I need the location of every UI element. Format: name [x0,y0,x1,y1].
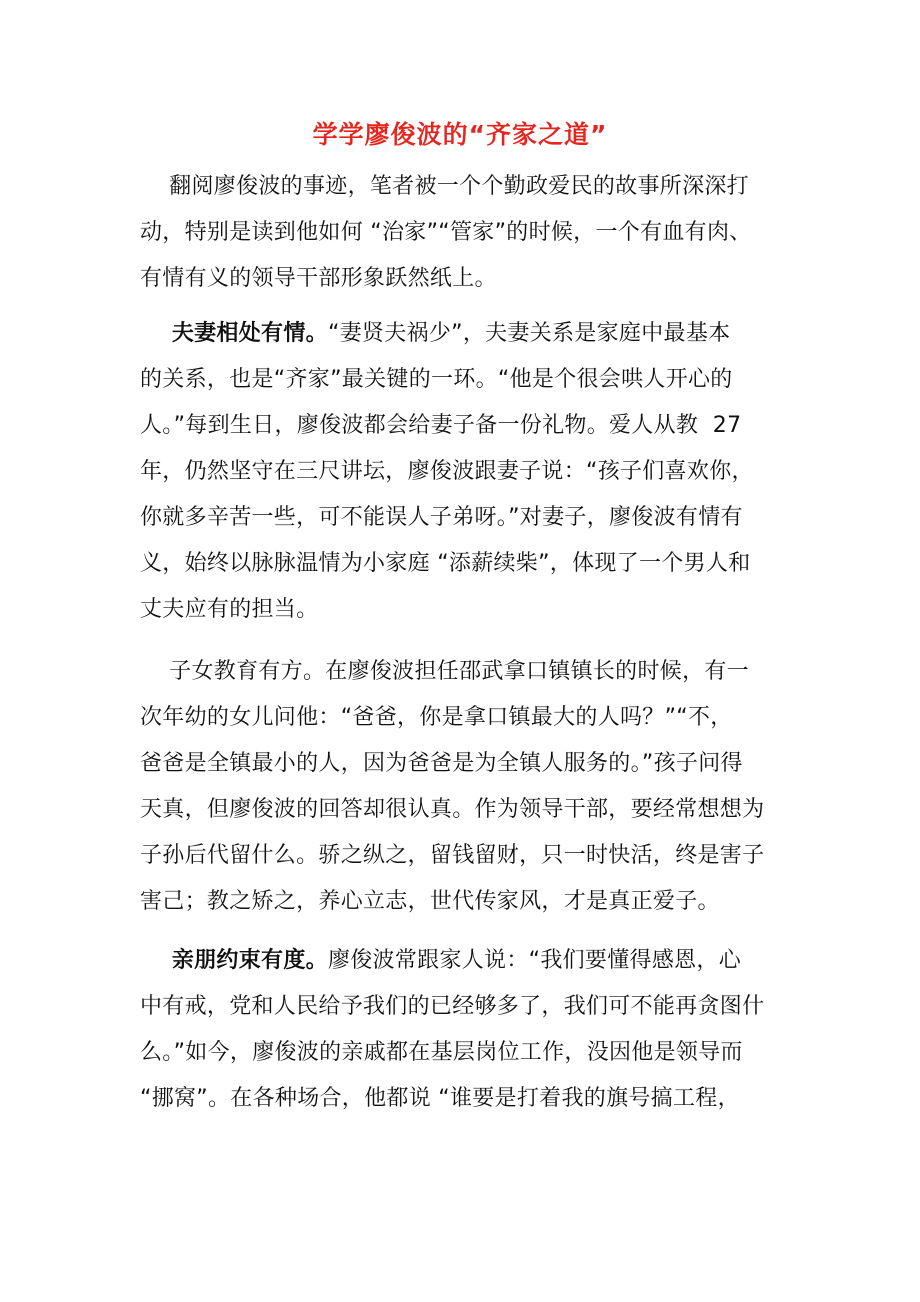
text-line: 的关系，也是“齐家”最关键的一环。“他是个很会哄人开心的 [140,367,733,392]
article-title: 学学廖俊波的“齐家之道” [312,120,608,149]
text-run: 廖俊波常跟家人说：“我们要懂得感恩，心 [327,948,742,973]
paragraph-spouse [140,311,800,633]
text-line: 义，始终以脉脉温情为小家庭 “添薪续柴”，体现了一个男人和 [140,551,751,576]
text-line: 有情有义的领导干部形象跃然纸上。 [140,266,497,291]
paragraph-relatives [140,938,800,1122]
text-line: 爸爸是全镇最小的人，因为爸爸是为全镇人服务的。”孩子问得 [140,751,743,776]
text-line: 动，特别是读到他如何 “治家”“管家”的时候，一个有血有肉、 [140,220,752,245]
text-run: “妻贤夫祸少”，夫妻关系是家庭中最基本 [327,321,731,346]
text-line: “挪窝”。在各种场合，他都说 “谁要是打着我的旗号搞工程， [140,1086,740,1111]
text-line: 天真，但廖俊波的回答却很认真。作为领导干部，要经常想想为 [140,797,765,822]
text-line: 人。”每到生日，廖俊波都会给妻子备一份礼物。爱人从教 27 [140,413,742,438]
text-line: 么。”如今，廖俊波的亲戚都在基层岗位工作，没因他是领导而 [140,1040,743,1065]
text-line: 害己；教之矫之，养心立志，世代传家风，才是真正爱子。 [140,889,720,914]
paragraph-children [140,649,800,925]
text-line: 丈夫应有的担当。 [140,597,319,622]
text-line [140,938,800,984]
text-line: 子女教育有方。在廖俊波担任邵武拿口镇镇长的时候，有一 [140,659,749,684]
text-line: 次年幼的女儿问他：“爸爸，你是拿口镇最大的人吗？”“不， [140,705,733,730]
text-line: 中有戒，党和人民给予我们的已经够多了，我们可不能再贪图什 [140,994,765,1019]
text-line [140,311,800,357]
text-line: 子孙后代留什么。骄之纵之，留钱留财，只一时快活，终是害子 [140,843,765,868]
text-line: 年，仍然坚守在三尺讲坛，廖俊波跟妻子说：“孩子们喜欢你， [140,459,754,484]
paragraph-intro [140,164,800,302]
text-line: 你就多辛苦一些，可不能误人子弟呀。”对妻子，廖俊波有情有 [140,505,743,530]
text-line: 翻阅廖俊波的事迹，笔者被一个个勤政爱民的故事所深深打 [140,174,749,199]
section-heading: 夫妻相处有情。 [140,321,328,346]
section-heading: 亲朋约束有度。 [140,948,328,973]
